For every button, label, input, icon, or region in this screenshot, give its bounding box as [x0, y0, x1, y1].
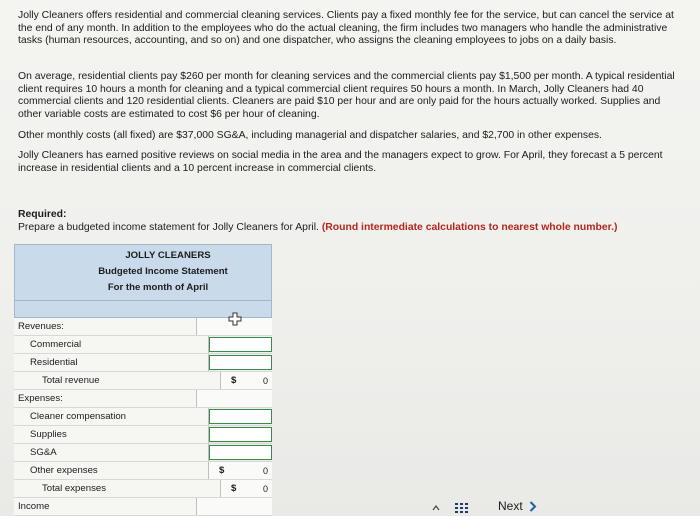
label-cleaner-compensation: Cleaner compensation [14, 408, 209, 425]
required-text: Prepare a budgeted income statement for Jolly Cleaners for April. [18, 221, 319, 233]
caret-up-icon[interactable] [432, 505, 440, 511]
row-cleaner-compensation [14, 408, 272, 426]
row-sga [14, 444, 272, 462]
amount-expenses-empty [197, 390, 272, 407]
label-expenses: Expenses: [14, 390, 197, 407]
company-name: JOLLY CLEANERS [125, 250, 211, 261]
row-supplies [14, 426, 272, 444]
next-button[interactable] [498, 499, 537, 513]
statement-header [14, 244, 272, 301]
required-section [18, 209, 686, 234]
row-commercial [14, 336, 272, 354]
next-label: Next [498, 499, 523, 513]
other-expenses-currency: $ [219, 465, 225, 476]
residential-revenue-input[interactable] [209, 355, 272, 370]
problem-intro: Jolly Cleaners offers residential and commercial cleaning services. Clients pay a fixed monthly fee for the service, but can cancel the service at the end of any month. In addition to the employees who do the actual cleaning, the firm includes two managers who handle the administrative tasks (human resources, accounting, and so on) and one dispatcher, who assigns the cleaning employees to jobs on a daily basis. [18, 10, 674, 47]
label-other-expenses: Other expenses [14, 462, 209, 479]
total-expenses-amount: 0 [262, 483, 268, 494]
label-residential: Residential [14, 354, 209, 371]
income-statement [14, 244, 272, 516]
label-total-revenue: Total revenue [14, 372, 221, 389]
required-title: Required: [18, 209, 67, 220]
statement-period: For the month of April [107, 282, 209, 293]
sga-input[interactable] [209, 445, 272, 460]
label-income: Income [14, 498, 197, 515]
total-revenue-value [221, 372, 272, 389]
problem-pricing: On average, residential clients pay $260 per month for cleaning services and the commercial clients pay $1,500 per month. A typical residential client requires 10 hours a month for cleaning and a typical commercial client requires 50 hours a month. In March, Jolly Cleaners had 40 commercial clients and 120 residential clients. Cleaners are paid $10 per hour and are only paid for the hours actually worked. Supplies and other variable costs are estimated to cost $6 per hour of cleaning. [18, 71, 675, 120]
rounding-note: (Round intermediate calculations to nearest whole number.) [321, 221, 618, 233]
problem-fixed-costs: Other monthly costs (all fixed) are $37,000 SG&A, including managerial and dispatcher salaries, and $2,700 in other expenses. [18, 130, 602, 141]
commercial-revenue-input[interactable] [209, 337, 272, 352]
income-value [197, 498, 272, 515]
chevron-right-icon [529, 501, 537, 512]
statement-title: Budgeted Income Statement [98, 266, 228, 277]
other-expenses-value [209, 462, 272, 479]
total-expenses-currency: $ [231, 483, 237, 494]
crosshair-cursor-icon [228, 312, 242, 326]
problem-forecast: Jolly Cleaners has earned positive reviews on social media in the area and the managers expect to grow. For April, they forecast a 5 percent increase in residential clients and a 10 percent increase in commercial clients. [18, 150, 663, 174]
row-other-expenses [14, 462, 272, 480]
total-revenue-amount: 0 [262, 375, 268, 386]
label-commercial: Commercial [14, 336, 209, 353]
row-income [14, 498, 272, 516]
supplies-input[interactable] [209, 427, 272, 442]
grid-icon[interactable] [455, 503, 469, 513]
label-supplies: Supplies [14, 426, 209, 443]
label-total-expenses: Total expenses [14, 480, 221, 497]
row-expenses [14, 390, 272, 408]
cleaner-compensation-input[interactable] [209, 409, 272, 424]
row-residential [14, 354, 272, 372]
total-revenue-currency: $ [231, 375, 237, 386]
other-expenses-amount: 0 [262, 465, 268, 476]
label-sga: SG&A [14, 444, 209, 461]
row-total-revenue [14, 372, 272, 390]
label-revenues: Revenues: [14, 318, 197, 335]
total-expenses-value [221, 480, 272, 497]
row-total-expenses [14, 480, 272, 498]
